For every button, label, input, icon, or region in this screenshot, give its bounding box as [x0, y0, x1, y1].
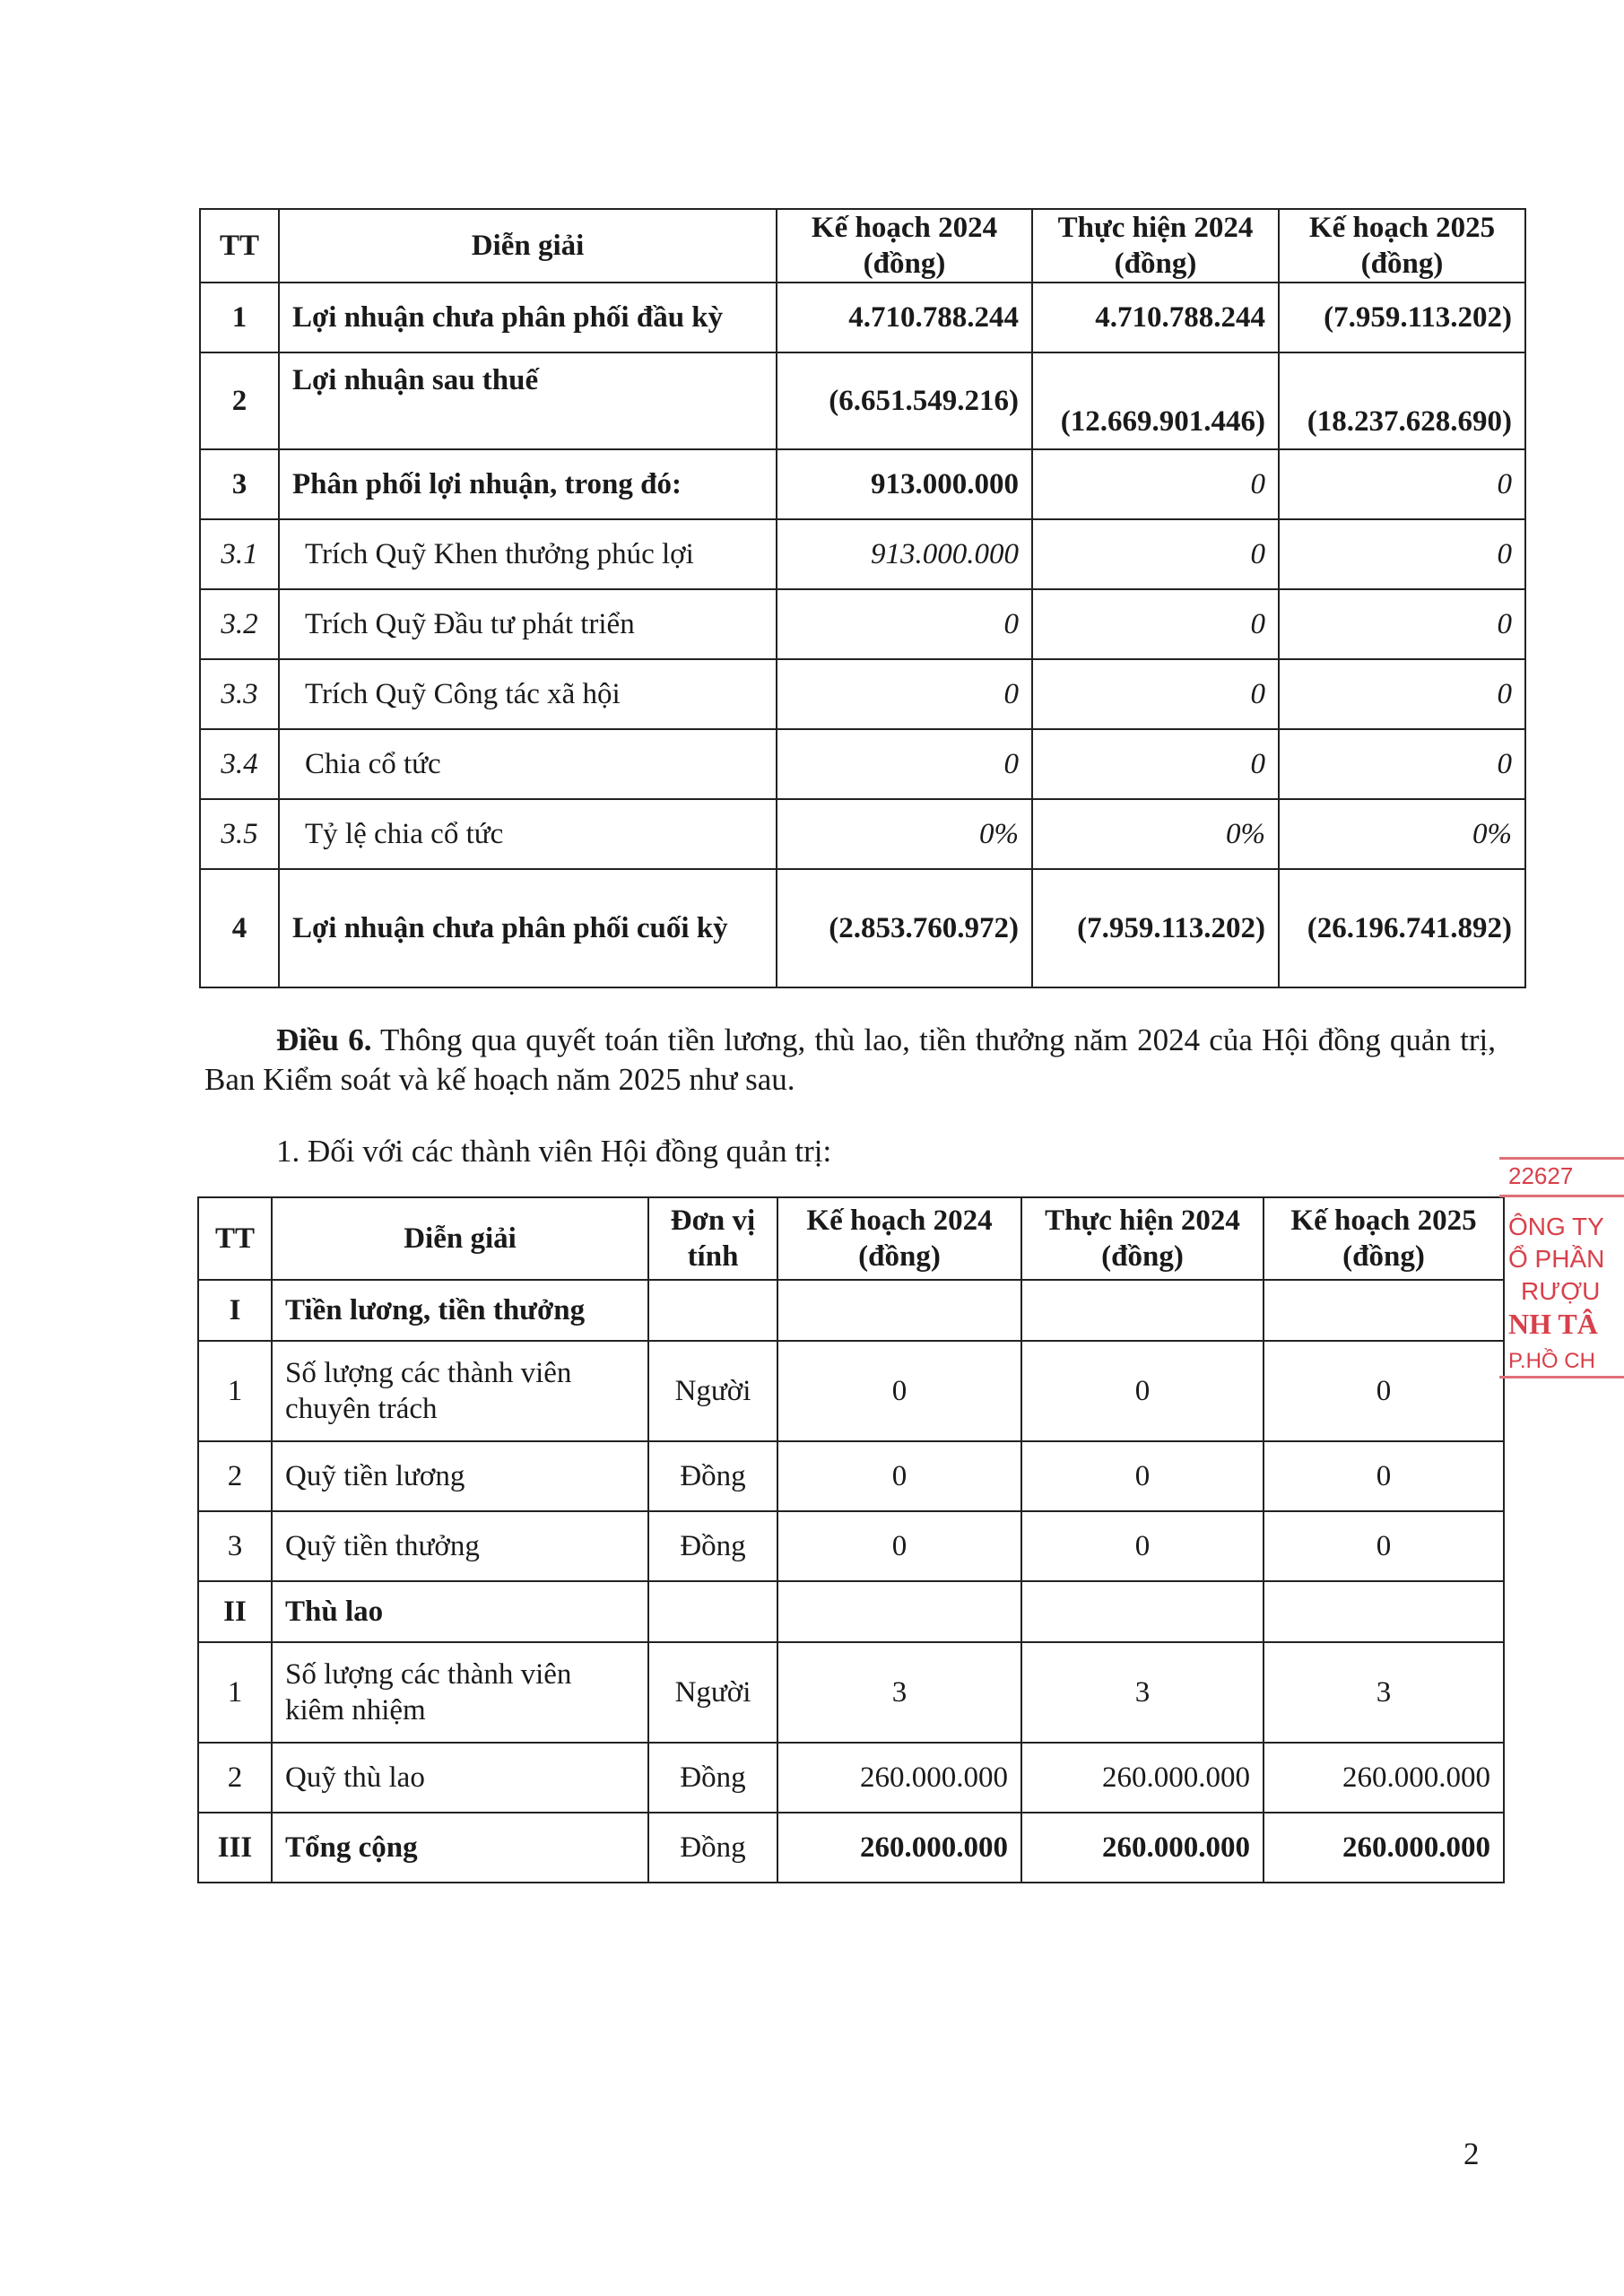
row-tt: 3.4 — [200, 729, 279, 799]
row-plan-2025: 0 — [1264, 1341, 1504, 1441]
row-plan-2025: (18.237.628.690) — [1279, 352, 1525, 449]
seal-text-line: Ổ PHẦN — [1508, 1245, 1605, 1273]
row-plan-2024: 913.000.000 — [777, 449, 1032, 519]
row-plan-2024: 0 — [777, 589, 1032, 659]
row-plan-2024: (6.651.549.216) — [777, 352, 1032, 449]
row-tt: 3.5 — [200, 799, 279, 869]
article-6-text: Thông qua quyết toán tiền lương, thù lao, tiền thưởng năm 2024 của Hội đồng quản trị, Ban Kiểm soát và kế hoạch năm 2025 như sau. — [204, 1022, 1496, 1097]
row-description — [279, 659, 777, 729]
header-plan-2025-line1: Kế hoạch 2025 — [1290, 1205, 1477, 1237]
row-actual-2024: 4.710.788.244 — [1032, 283, 1279, 352]
article-6-paragraph — [204, 1021, 1496, 1100]
table-row — [198, 1743, 1504, 1813]
row-plan-2025: 0 — [1264, 1441, 1504, 1511]
row-plan-2025: (7.959.113.202) — [1279, 283, 1525, 352]
header-plan-2025-line2: (đồng) — [1360, 248, 1444, 280]
row-actual-2024: 0 — [1021, 1511, 1264, 1581]
table-row — [200, 352, 1525, 449]
table-header-row — [200, 209, 1525, 283]
table-row — [200, 449, 1525, 519]
row-tt: III — [198, 1813, 272, 1883]
header-unit-line2: tính — [687, 1240, 739, 1273]
row-actual-2024: 0 — [1021, 1441, 1264, 1511]
row-tt: 3.2 — [200, 589, 279, 659]
row-plan-2025: 0 — [1279, 729, 1525, 799]
header-unit — [648, 1197, 777, 1280]
row-unit: Đồng — [648, 1813, 777, 1883]
header-actual-2024-line1: Thực hiện 2024 — [1057, 212, 1254, 244]
row-plan-2024: 0 — [777, 1341, 1021, 1441]
row-plan-2025: 0% — [1279, 799, 1525, 869]
row-plan-2024: 260.000.000 — [777, 1743, 1021, 1813]
row-plan-2025 — [1264, 1581, 1504, 1642]
row-plan-2025: 0 — [1279, 659, 1525, 729]
header-plan-2025 — [1264, 1197, 1504, 1280]
row-tt: 3.3 — [200, 659, 279, 729]
header-description: Diễn giải — [272, 1197, 648, 1280]
seal-ring-inner-top — [1499, 1195, 1624, 1197]
row-plan-2024 — [777, 1280, 1021, 1341]
row-description-text: Tỷ lệ chia cổ tức — [305, 818, 504, 850]
table-row — [200, 799, 1525, 869]
header-plan-2024 — [777, 209, 1032, 283]
row-tt: 1 — [200, 283, 279, 352]
profit-distribution-table — [199, 208, 1526, 988]
row-unit: Đồng — [648, 1511, 777, 1581]
header-actual-2024-line2: (đồng) — [1101, 1240, 1184, 1273]
header-plan-2024-line2: (đồng) — [858, 1240, 941, 1273]
table-row — [198, 1441, 1504, 1511]
row-actual-2024: 0 — [1032, 449, 1279, 519]
row-description-text: Trích Quỹ Đầu tư phát triển — [305, 608, 635, 640]
row-actual-2024: 0 — [1021, 1341, 1264, 1441]
row-plan-2024 — [777, 1581, 1021, 1642]
row-description: Tiền lương, tiền thưởng — [272, 1280, 648, 1341]
row-description — [279, 799, 777, 869]
row-description — [279, 729, 777, 799]
row-actual-2024: (12.669.901.446) — [1032, 352, 1279, 449]
row-plan-2024: 0 — [777, 729, 1032, 799]
row-description: Số lượng các thành viên chuyên trách — [272, 1341, 648, 1441]
row-plan-2025: 0 — [1264, 1511, 1504, 1581]
table-row — [198, 1341, 1504, 1441]
header-description: Diễn giải — [279, 209, 777, 283]
header-actual-2024-line1: Thực hiện 2024 — [1045, 1205, 1240, 1237]
row-tt: I — [198, 1280, 272, 1341]
row-description: Quỹ thù lao — [272, 1743, 648, 1813]
row-unit: Người — [648, 1642, 777, 1743]
row-tt: II — [198, 1581, 272, 1642]
row-description-text: Trích Quỹ Khen thưởng phúc lợi — [305, 538, 694, 570]
table-row — [200, 519, 1525, 589]
row-plan-2024: 0 — [777, 1511, 1021, 1581]
seal-text-line: P.HỒ CH — [1508, 1349, 1595, 1373]
row-plan-2025: 3 — [1264, 1642, 1504, 1743]
row-plan-2025 — [1264, 1280, 1504, 1341]
row-actual-2024: 0 — [1032, 589, 1279, 659]
header-plan-2024-line1: Kế hoạch 2024 — [811, 212, 998, 244]
row-actual-2024: 0 — [1032, 519, 1279, 589]
row-actual-2024: 260.000.000 — [1021, 1743, 1264, 1813]
header-actual-2024 — [1032, 209, 1279, 283]
row-unit — [648, 1280, 777, 1341]
row-tt: 2 — [200, 352, 279, 449]
row-actual-2024: 0 — [1032, 729, 1279, 799]
row-tt: 3.1 — [200, 519, 279, 589]
row-tt: 2 — [198, 1743, 272, 1813]
row-plan-2024: 4.710.788.244 — [777, 283, 1032, 352]
row-plan-2024: 260.000.000 — [777, 1813, 1021, 1883]
header-plan-2024 — [777, 1197, 1021, 1280]
row-tt: 1 — [198, 1642, 272, 1743]
row-plan-2025: 260.000.000 — [1264, 1743, 1504, 1813]
row-actual-2024: 0% — [1032, 799, 1279, 869]
row-actual-2024: 3 — [1021, 1642, 1264, 1743]
row-actual-2024: 0 — [1032, 659, 1279, 729]
table-row — [200, 589, 1525, 659]
row-unit — [648, 1581, 777, 1642]
header-plan-2025 — [1279, 209, 1525, 283]
row-plan-2025: 0 — [1279, 519, 1525, 589]
header-tt: TT — [198, 1197, 272, 1280]
row-description — [279, 519, 777, 589]
row-plan-2025: (26.196.741.892) — [1279, 869, 1525, 987]
board-members-heading: 1. Đối với các thành viên Hội đồng quản trị: — [276, 1134, 832, 1169]
row-description: Lợi nhuận chưa phân phối đầu kỳ — [279, 283, 777, 352]
header-tt: TT — [200, 209, 279, 283]
row-description: Quỹ tiền lương — [272, 1441, 648, 1511]
row-tt: 3 — [198, 1511, 272, 1581]
header-unit-line1: Đơn vị — [670, 1205, 756, 1237]
seal-ring-top — [1499, 1157, 1624, 1160]
article-6-label: Điều 6. — [276, 1022, 372, 1057]
header-plan-2025-line2: (đồng) — [1342, 1240, 1425, 1273]
row-actual-2024 — [1021, 1280, 1264, 1341]
total-row — [198, 1813, 1504, 1883]
row-description: Lợi nhuận chưa phân phối cuối kỳ — [279, 869, 777, 987]
header-plan-2024-line2: (đồng) — [863, 248, 946, 280]
row-plan-2025: 260.000.000 — [1264, 1813, 1504, 1883]
seal-ring-bottom — [1499, 1376, 1624, 1378]
section-row — [198, 1581, 1504, 1642]
row-description: Lợi nhuận sau thuế — [279, 352, 777, 449]
table-row — [200, 729, 1525, 799]
row-plan-2024: (2.853.760.972) — [777, 869, 1032, 987]
row-description: Phân phối lợi nhuận, trong đó: — [279, 449, 777, 519]
row-tt: 4 — [200, 869, 279, 987]
table-row — [200, 869, 1525, 987]
row-actual-2024: 260.000.000 — [1021, 1813, 1264, 1883]
row-description — [279, 589, 777, 659]
table-row — [198, 1642, 1504, 1743]
page-number: 2 — [1463, 2136, 1480, 2171]
row-plan-2025: 0 — [1279, 449, 1525, 519]
table-row — [200, 283, 1525, 352]
row-description: Thù lao — [272, 1581, 648, 1642]
row-description: Quỹ tiền thưởng — [272, 1511, 648, 1581]
row-unit: Đồng — [648, 1743, 777, 1813]
row-plan-2024: 0 — [777, 659, 1032, 729]
table-row — [200, 659, 1525, 729]
row-description: Tổng cộng — [272, 1813, 648, 1883]
header-actual-2024-line2: (đồng) — [1114, 248, 1197, 280]
row-actual-2024 — [1021, 1581, 1264, 1642]
row-description-text: Trích Quỹ Công tác xã hội — [305, 678, 621, 710]
row-plan-2025: 0 — [1279, 589, 1525, 659]
section-row — [198, 1280, 1504, 1341]
seal-text-line: RƯỢU — [1521, 1277, 1601, 1305]
row-unit: Đồng — [648, 1441, 777, 1511]
row-tt: 3 — [200, 449, 279, 519]
row-plan-2024: 0% — [777, 799, 1032, 869]
row-plan-2024: 913.000.000 — [777, 519, 1032, 589]
row-plan-2024: 3 — [777, 1642, 1021, 1743]
company-seal — [1499, 1137, 1624, 1379]
row-description-text: Chia cổ tức — [305, 748, 441, 780]
board-remuneration-table — [197, 1196, 1505, 1883]
seal-text-line: ÔNG TY — [1508, 1213, 1604, 1240]
row-actual-2024: (7.959.113.202) — [1032, 869, 1279, 987]
header-plan-2025-line1: Kế hoạch 2025 — [1308, 212, 1496, 244]
header-plan-2024-line1: Kế hoạch 2024 — [806, 1205, 993, 1237]
row-tt: 2 — [198, 1441, 272, 1511]
row-tt: 1 — [198, 1341, 272, 1441]
table-row — [198, 1511, 1504, 1581]
header-actual-2024 — [1021, 1197, 1264, 1280]
row-description: Số lượng các thành viên kiêm nhiệm — [272, 1642, 648, 1743]
row-unit: Người — [648, 1341, 777, 1441]
row-plan-2024: 0 — [777, 1441, 1021, 1511]
seal-text-line: NH TÂ — [1508, 1308, 1598, 1340]
seal-registration-number: 22627 — [1508, 1162, 1574, 1189]
table-header-row — [198, 1197, 1504, 1280]
